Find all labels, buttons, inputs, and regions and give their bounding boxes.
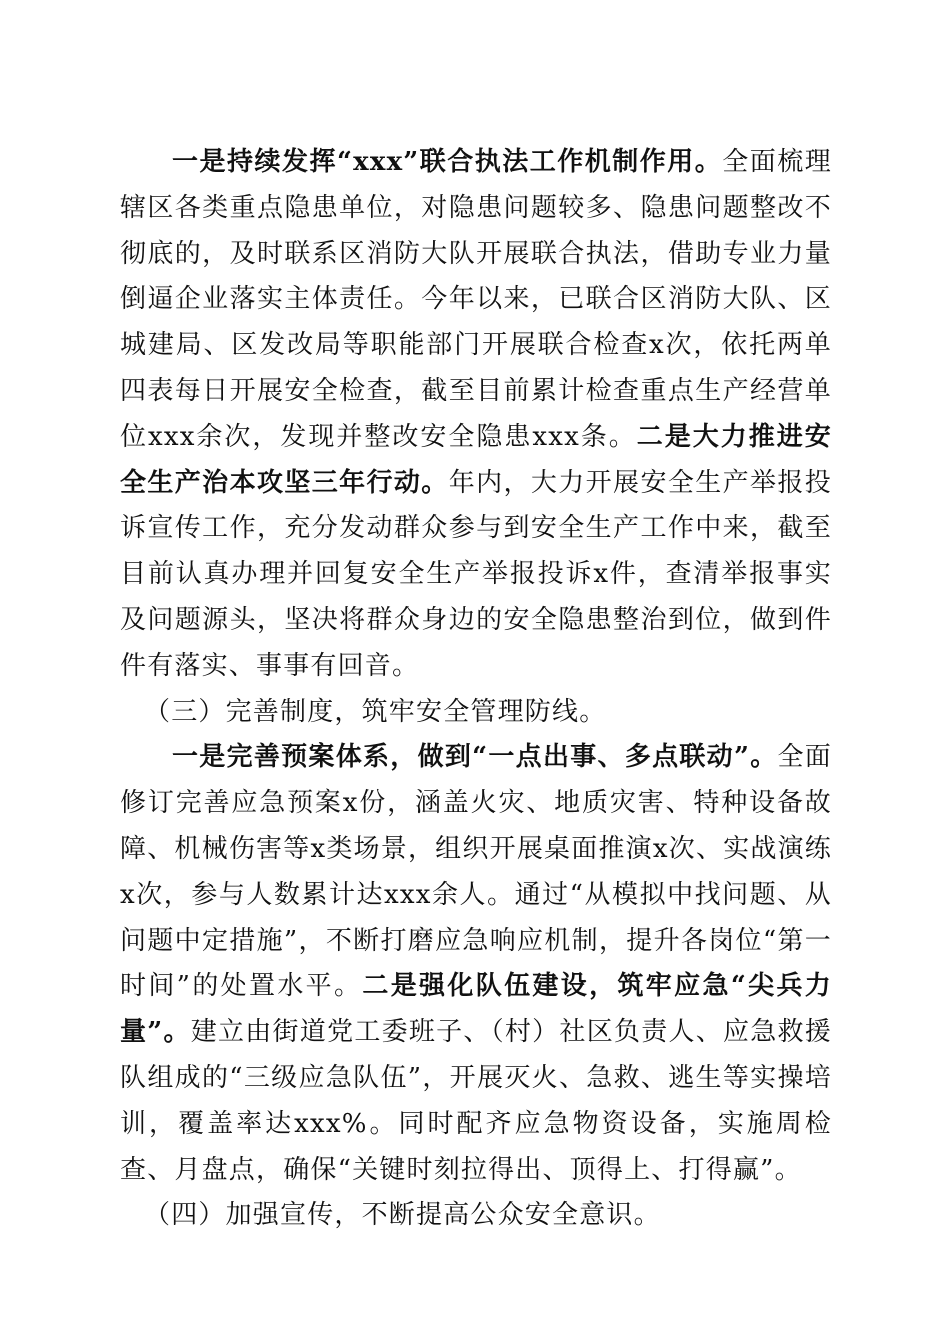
paragraph-text: 全面修订完善应急预案x份，涵盖火灾、地质灾害、特种设备故障、机械伤害等x类场景，组织开展桌面推演x次、实战演练x次，参与人数累计达xxx余人。通过“从模拟中找问题、从问题中定措施”，不断打磨应急响应机制，提升各岗位“第一时间”的处置水平。 (120, 742, 833, 1002)
paragraph-text: 全面梳理辖区各类重点隐患单位，对隐患问题较多、隐患问题整改不彻底的，及时联系区消防大队开展联合执法，借助专业力量倒逼企业落实主体责任。今年以来，已联合区消防大队、区城建局、区发改局等职能部门开展联合检查x次，依托两单四表每日开展安全检查，截至目前累计检查重点生产经营单位xxx余次，发现并整改安全隐患xxx条。 (120, 147, 832, 452)
paragraph-lead: 二是大力推进安全生产治本攻坚三年行动。 (120, 421, 832, 498)
paragraph-lead: 一是完善预案体系，做到“一点出事、多点联动”。 (172, 742, 778, 773)
section-heading-4: （四）加强宣传，不断提高公众安全意识。 (144, 1200, 661, 1231)
paragraph-joint-enforcement (120, 140, 832, 690)
paragraph-text: 建立由街道党工委班子、（村）社区负责人、应急救援队组成的“三级应急队伍”，开展灭火、急救、逃生等实操培训，覆盖率达xxx%。同时配齐应急物资设备，实施周检查、月盘点，确保“关键时刻拉得出、顶得上、打得赢”。 (120, 1017, 832, 1185)
paragraph-text: 年内，大力开展安全生产举报投诉宣传工作，充分发动群众参与到安全生产工作中来，截至目前认真办理并回复安全生产举报投诉x件，查清举报事实及问题源头，坚决将群众身边的安全隐患整治到位，做到件件有落实、事事有回音。 (120, 467, 832, 681)
paragraph-lead: 一是持续发挥“xxx”联合执法工作机制作用。 (172, 147, 723, 177)
document-body (120, 140, 832, 1239)
paragraph-emergency-plan (120, 735, 832, 1193)
paragraph-lead: 二是强化队伍建设，筑牢应急“尖兵力量”。 (120, 971, 833, 1048)
section-heading-3: （三）完善制度，筑牢安全管理防线。 (144, 696, 607, 727)
